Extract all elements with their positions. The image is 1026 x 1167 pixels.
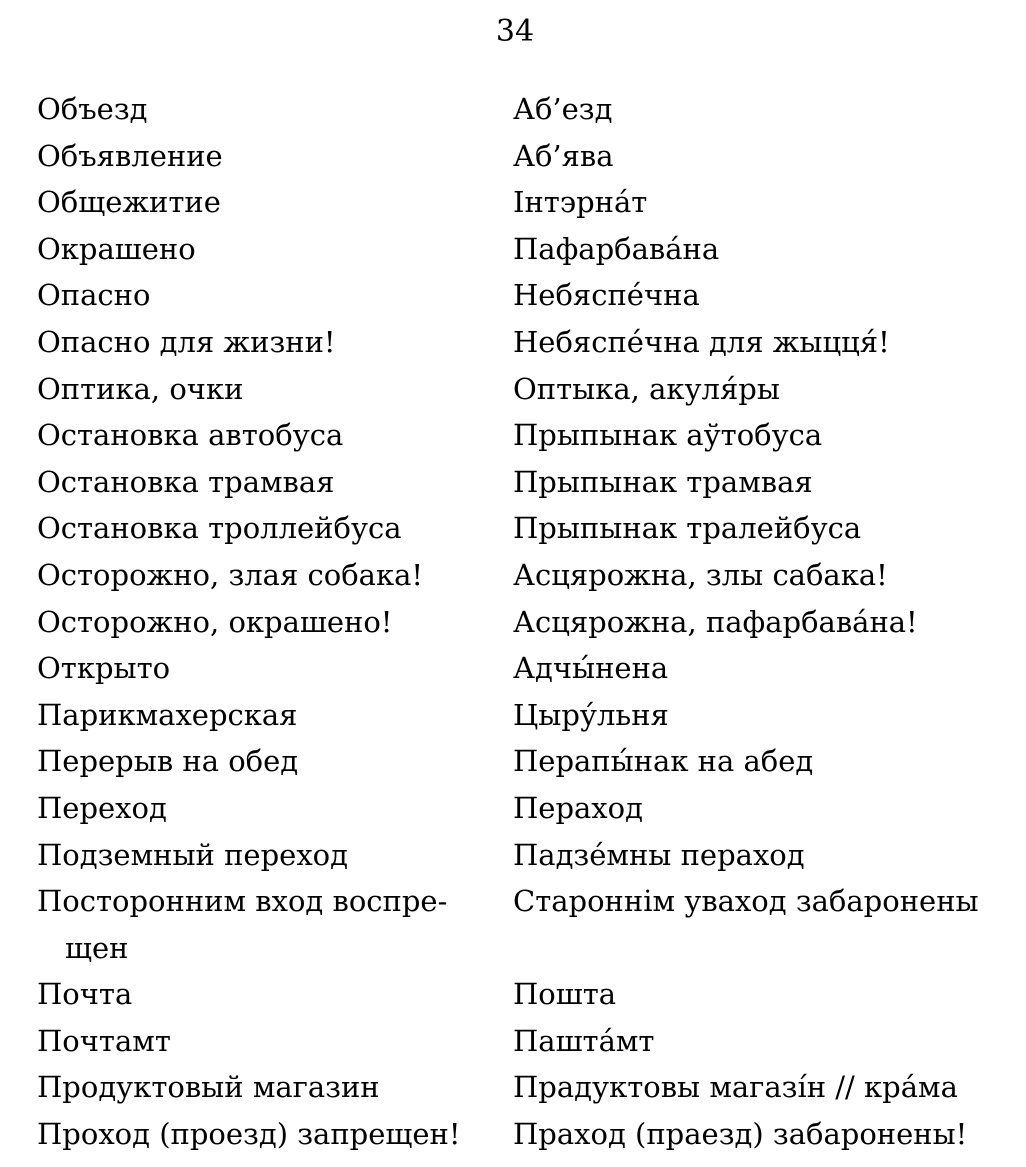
phrase-row bbox=[37, 1018, 1012, 1065]
belarusian-phrase: Асцярожна, злы сабака! bbox=[513, 557, 888, 592]
phrase-row bbox=[37, 133, 1012, 180]
russian-phrase: Переход bbox=[37, 790, 167, 825]
belarusian-phrase: Падзе́мны пераход bbox=[513, 837, 805, 872]
russian-phrase: Общежитие bbox=[37, 185, 221, 220]
phrase-list bbox=[37, 86, 1012, 1158]
belarusian-phrase: Оптыка, акуля́ры bbox=[513, 371, 780, 406]
belarusian-phrase: Прадуктовы магазі́н // кра́ма bbox=[513, 1070, 958, 1105]
belarusian-phrase: Цыру́льня bbox=[513, 697, 669, 732]
russian-phrase: Почта bbox=[37, 977, 133, 1012]
belarusian-phrase: Небяспе́чна для жыцця́! bbox=[513, 324, 890, 359]
phrase-row bbox=[37, 459, 1012, 506]
phrase-row bbox=[37, 1111, 1012, 1158]
russian-phrase: Проход (проезд) запрещен! bbox=[37, 1117, 461, 1152]
russian-phrase: Осторожно, окрашено! bbox=[37, 604, 393, 639]
russian-phrase: Продуктовый магазин bbox=[37, 1070, 380, 1105]
phrase-row bbox=[37, 226, 1012, 273]
belarusian-phrase: Праход (праезд) забаронены! bbox=[513, 1117, 968, 1152]
phrase-row bbox=[37, 785, 1012, 832]
belarusian-phrase: Аб’ява bbox=[513, 138, 614, 173]
russian-phrase: Оптика, очки bbox=[37, 371, 244, 406]
russian-phrase: Подземный переход bbox=[37, 837, 348, 872]
phrase-row bbox=[37, 412, 1012, 459]
russian-phrase: Остановка троллейбуса bbox=[37, 511, 402, 546]
russian-phrase: Открыто bbox=[37, 651, 171, 686]
russian-phrase: Остановка трамвая bbox=[37, 464, 335, 499]
russian-phrase: Почтамт bbox=[37, 1023, 171, 1058]
phrase-row bbox=[37, 738, 1012, 785]
russian-phrase: Объявление bbox=[37, 138, 223, 173]
russian-phrase: Остановка автобуса bbox=[37, 418, 344, 453]
belarusian-phrase: Асцярожна, пафарбава́на! bbox=[513, 604, 918, 639]
russian-phrase: Парикмахерская bbox=[37, 697, 298, 732]
phrase-row bbox=[37, 179, 1012, 226]
russian-phrase: Опасно bbox=[37, 278, 151, 313]
belarusian-phrase: Адчы́нена bbox=[513, 651, 669, 686]
russian-phrase: Осторожно, злая собака! bbox=[37, 557, 424, 592]
belarusian-phrase: Староннім уваход забаронены bbox=[513, 884, 979, 919]
phrase-row bbox=[37, 366, 1012, 413]
russian-phrase-line: Посторонним вход воспре- bbox=[37, 884, 448, 919]
phrase-row bbox=[37, 319, 1012, 366]
belarusian-phrase: Перапы́нак на абед bbox=[513, 744, 814, 779]
russian-phrase: Окрашено bbox=[37, 231, 196, 266]
phrase-row bbox=[37, 645, 1012, 692]
belarusian-phrase: Прыпынак тралейбуса bbox=[513, 511, 862, 546]
russian-phrase: Опасно для жизни! bbox=[37, 324, 336, 359]
phrase-row bbox=[37, 599, 1012, 646]
belarusian-phrase: Пафарбава́на bbox=[513, 231, 720, 266]
belarusian-phrase: Прыпынак аўтобуса bbox=[513, 418, 823, 453]
phrase-row bbox=[37, 832, 1012, 879]
russian-phrase-continuation: щен bbox=[65, 930, 129, 965]
phrase-row bbox=[37, 878, 1012, 971]
belarusian-phrase: Пашта́мт bbox=[513, 1023, 655, 1058]
belarusian-phrase: Пошта bbox=[513, 977, 617, 1012]
phrase-row bbox=[37, 86, 1012, 133]
russian-phrase: Перерыв на обед bbox=[37, 744, 299, 779]
belarusian-phrase: Небяспе́чна bbox=[513, 278, 700, 313]
belarusian-phrase: Аб’езд bbox=[513, 92, 613, 126]
russian-phrase: Объезд bbox=[37, 92, 148, 126]
phrase-row bbox=[37, 971, 1012, 1018]
belarusian-phrase: Інтэрна́т bbox=[513, 185, 648, 220]
phrase-row bbox=[37, 1064, 1012, 1111]
russian-phrase-wrapped bbox=[37, 878, 513, 971]
phrase-row bbox=[37, 505, 1012, 552]
phrase-row bbox=[37, 692, 1012, 739]
phrase-row bbox=[37, 272, 1012, 319]
belarusian-phrase: Пераход bbox=[513, 790, 643, 825]
page-number: 34 bbox=[495, 14, 535, 49]
belarusian-phrase: Прыпынак трамвая bbox=[513, 464, 813, 499]
phrase-row bbox=[37, 552, 1012, 599]
